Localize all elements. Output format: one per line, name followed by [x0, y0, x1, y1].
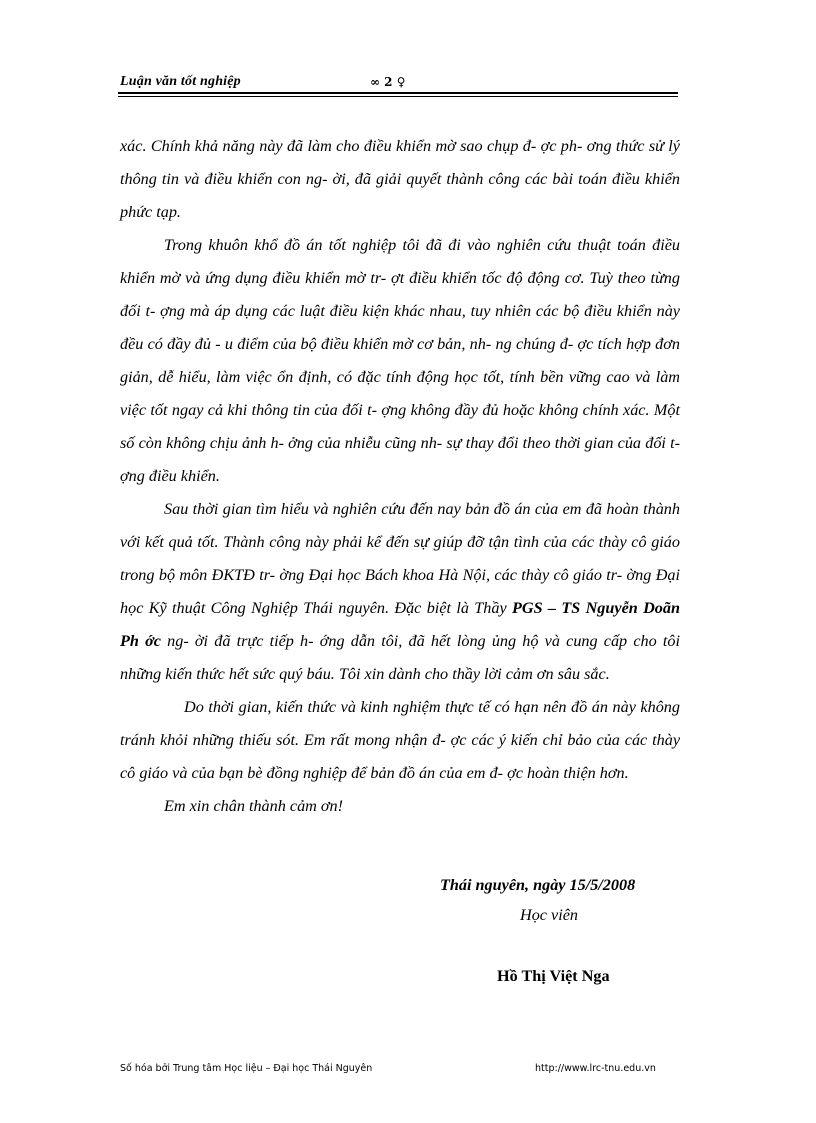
paragraph-5: Em xin chân thành cảm ơn! — [164, 797, 344, 815]
paragraph-3 — [120, 493, 680, 691]
footer-credit: Số hóa bởi Trung tâm Học liệu – Đại học Thái Nguyên — [120, 1063, 373, 1074]
advisor-name: PGS – TS Nguyễn Doãn Ph ớc — [120, 599, 681, 650]
document-body — [120, 130, 680, 823]
header-rule-thick — [118, 92, 678, 94]
signature-date: Thái nguyên, ngày 15/5/2008 — [440, 876, 636, 894]
page-number: ∞ 2 ♀ — [370, 75, 406, 89]
paragraph-4: Do thời gian, kiến thức và kinh nghiệm thực tế có hạn nên đồ án này không tránh khỏi những thiếu sót. Em rất mong nhận đ- ợc các ý kiến chỉ bảo của các thày cô giáo và của bạn bè đồng nghiệp để bản đồ án của em đ- ợc hoàn thiện hơn. — [120, 698, 680, 782]
paragraph-3-text-b: ng- ời đã trực tiếp h- ớng dẫn tôi, đã hết lòng ủng hộ và cung cấp cho tôi những kiến thức hết sức quý báu. Tôi xin dành cho thầy lời cảm ơn sâu sắc. — [120, 632, 680, 683]
page-header — [118, 72, 678, 94]
signature-role: Học viên — [520, 906, 578, 924]
footer-url: http://www.lrc-tnu.edu.vn — [535, 1063, 656, 1074]
paragraph-1: xác. Chính khả năng này đã làm cho điều khiển mờ sao chụp đ- ợc ph- ơng thức sử lý thông tin và điều khiển con ng- ời, đã giải quyết thành công các bài toán điều khiển phức tạp. — [120, 137, 680, 221]
paragraph-2: Trong khuôn khổ đồ án tốt nghiệp tôi đã đi vào nghiên cứu thuật toán điều khiển mờ và ứng dụng điều khiển mờ tr- ợt điều khiển tốc độ động cơ. Tuỳ theo từng đối t- ợng mà áp dụng các luật điều kiện khác nhau, tuy nhiên các bộ điều khiển này đều có đầy đủ - u điểm của bộ điều khiển mờ cơ bản, nh- ng chúng đ- ợc tích hợp đơn giản, dễ hiểu, làm việc ổn định, có đặc tính động học tốt, tính bền vững cao và làm việc tốt ngay cả khi thông tin của đối t- ợng không đầy đủ hoặc không chính xác. Một số còn không chịu ảnh h- ởng của nhiễu cũng nh- sự thay đổi theo thời gian của đối t- ợng điều khiển. — [120, 236, 680, 485]
signature-name: Hồ Thị Việt Nga — [497, 967, 610, 985]
header-rule-thin — [118, 96, 678, 97]
paragraph-3-text-a: Sau thời gian tìm hiểu và nghiên cứu đến nay bản đồ án của em đã hoàn thành với kết quả tốt. Thành công này phải kể đến sự giúp đỡ tận tình của các thày cô giáo trong bộ môn ĐKTĐ tr- ờng Đại học Bách khoa Hà Nội, các thày cô giáo tr- ờng Đại học Kỹ thuật Công Nghiệp Thái nguyên. Đặc biệt là Thầy — [120, 500, 680, 617]
header-title: Luận văn tốt nghiệp — [120, 74, 241, 89]
